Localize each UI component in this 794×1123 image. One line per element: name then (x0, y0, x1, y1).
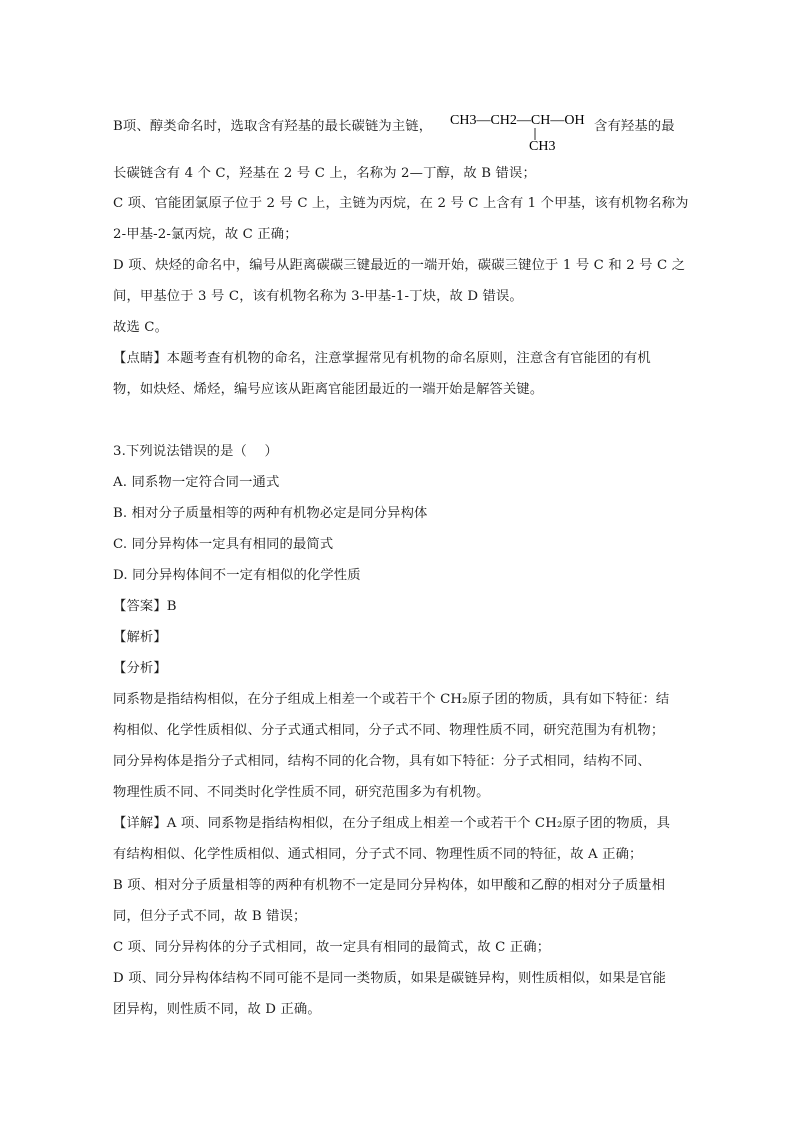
option-a: A. 同系物一定符合同一通式 (113, 475, 280, 490)
option-b: B. 相对分子质量相等的两种有机物必定是同分异构体 (113, 506, 428, 521)
text-line: B 项、相对分子质量相等的两种有机物不一定是同分异构体，如甲酸和乙醇的相对分子质量相 (113, 878, 666, 893)
text-line: D 项、炔烃的命名中，编号从距离碳碳三键最近的一端开始，碳碳三键位于 1 号 C 和 2 号 C 之 (113, 258, 686, 273)
text-line: C 项、官能团氯原子位于 2 号 C 上，主链为丙烷，在 2 号 C 上含有 1 个甲基，该有机物名称为 (113, 196, 689, 211)
formula-branch: CH3 (529, 139, 556, 154)
text-line: 同系物是指结构相似，在分子组成上相差一个或若干个 CH₂原子团的物质，具有如下特征：结 (113, 692, 670, 707)
analysis-sublabel: 【分析】 (113, 661, 167, 676)
text-line: 长碳链含有 4 个 C，羟基在 2 号 C 上，名称为 2—丁醇，故 B 错误； (113, 166, 536, 181)
text-line: 【点睛】本题考查有机物的命名，注意掌握常见有机物的命名原则，注意含有官能团的有机 (113, 351, 651, 366)
text-line: B项、醇类命名时，选取含有羟基的最长碳链为主链， (113, 119, 433, 134)
text-line: 构相似、化学性质相似、分子式通式相同，分子式不同、物理性质不同，研究范围为有机物； (113, 723, 665, 738)
text-line: 故选 C。 (113, 320, 169, 335)
text-line: 间，甲基位于 3 号 C，该有机物名称为 3-甲基-1-丁炔，故 D 错误。 (113, 289, 523, 304)
analysis-label: 【解析】 (113, 630, 167, 645)
formula-main-chain: CH3—CH2—CH—OH (450, 113, 585, 128)
text-line: D 项、同分异构体结构不同可能不是同一类物质，如果是碳链异构，则性质相似，如果是官能 (113, 971, 667, 986)
text-line: 同分异构体是指分子式相同，结构不同的化合物，具有如下特征：分子式相同，结构不同、 (113, 754, 651, 769)
text-line: 2-甲基-2-氯丙烷，故 C 正确； (113, 227, 298, 242)
text-line: 物理性质不同、不同类时化学性质不同，研究范围多为有机物。 (113, 785, 490, 800)
question-title: 3.下列说法错误的是（ ） (113, 444, 278, 459)
answer-label: 【答案】B (113, 599, 177, 614)
text-line: C 项、同分异构体的分子式相同，故一定具有相同的最简式，故 C 正确； (113, 940, 551, 955)
text-line: 【详解】A 项、同系物是指结构相似，在分子组成上相差一个或若干个 CH₂原子团的物质，具 (113, 816, 671, 831)
structure-diagram (450, 108, 590, 156)
text-line: 团异构，则性质不同，故 D 正确。 (113, 1002, 321, 1017)
text-line: 同，但分子式不同，故 B 错误； (113, 909, 307, 924)
option-c: C. 同分异构体一定具有相同的最简式 (113, 537, 334, 552)
text-line: 物，如炔烃、烯烃，编号应该从距离官能团最近的一端开始是解答关键。 (113, 382, 544, 397)
text-line: 含有羟基的最 (594, 119, 675, 134)
option-d: D. 同分异构体间不一定有相似的化学性质 (113, 568, 361, 583)
text-line: 有结构相似、化学性质相似、通式相同，分子式不同、物理性质不同的特征，故 A 正确； (113, 847, 643, 862)
chemical-structure-formula (450, 108, 590, 156)
